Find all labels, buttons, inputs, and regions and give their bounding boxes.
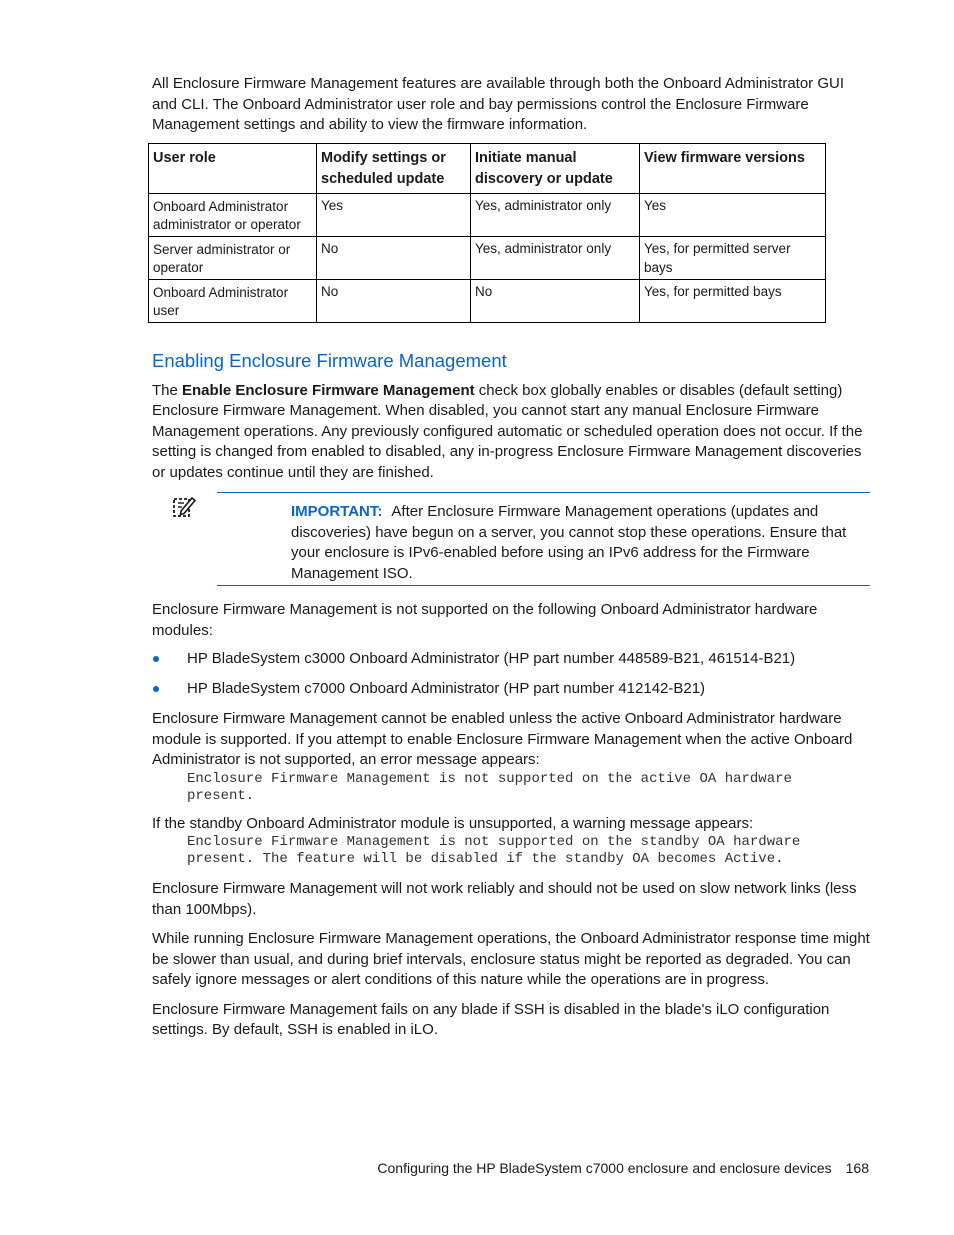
table-cell: Yes: [640, 193, 826, 236]
important-label: IMPORTANT:: [291, 503, 383, 520]
table-cell: No: [317, 279, 471, 322]
warning-message-code: Enclosure Firmware Management is not supported on the standby OA hardware present. The feature will be disabled if the standby OA becomes Active.: [187, 834, 801, 867]
divider: [217, 585, 870, 586]
table-cell: Onboard Administrator user: [149, 279, 317, 322]
column-header: View firmware versions: [640, 143, 826, 193]
enable-prefix: The: [152, 381, 183, 399]
page-number: 168: [845, 1160, 869, 1176]
table-cell: Onboard Administrator administrator or operator: [149, 193, 317, 236]
table-row: [149, 193, 826, 236]
footer-text: Configuring the HP BladeSystem c7000 enclosure and enclosure devices: [377, 1160, 832, 1176]
table-cell: No: [471, 279, 640, 322]
list-item: [152, 679, 870, 700]
important-text-block: [291, 502, 863, 584]
divider: [217, 492, 870, 493]
table-cell: Yes: [317, 193, 471, 236]
list-item: [152, 649, 870, 670]
table-cell: Yes, for permitted server bays: [640, 236, 826, 279]
enable-suffix: check box globally enables or disables (default setting) Enclosure Firmware Management. When disabled, you cannot start any manual Enclosure Firmware Management operations. Any previously configured automatic or scheduled operation does not occur. If the setting is changed from enabled to disabled, any in-progress Enclosure Firmware Management discoveries or updates continue until they are finished.: [152, 381, 863, 481]
response-paragraph: While running Enclosure Firmware Management operations, the Onboard Administrator response time might be slower than usual, and during brief intervals, enclosure status might be reported as degraded. You can safely ignore messages or alert conditions of this nature while the operations are in progress.: [152, 930, 870, 988]
table-row: [149, 236, 826, 279]
list-item-text: HP BladeSystem c3000 Onboard Administrator (HP part number 448589-B21, 461514-B21): [187, 650, 796, 667]
note-pencil-icon: [172, 495, 196, 519]
table-cell: Server administrator or operator: [149, 236, 317, 279]
column-header: Modify settings or scheduled update: [317, 143, 471, 193]
not-supported-paragraph: Enclosure Firmware Management is not supported on the following Onboard Administrator hardware modules:: [152, 601, 818, 639]
error-message-code: Enclosure Firmware Management is not supported on the active OA hardware present.: [187, 770, 792, 804]
bullet-icon: [153, 656, 159, 662]
enable-paragraph: [152, 381, 870, 484]
table-cell: No: [317, 236, 471, 279]
section-heading: Enabling Enclosure Firmware Management: [152, 349, 507, 371]
intro-paragraph: All Enclosure Firmware Management features are available through both the Onboard Administrator GUI and CLI. The Onboard Administrator user role and bay permissions control the Enclosure Firmware Management settings and ability to view the firmware information.: [152, 75, 845, 133]
cannot-enable-paragraph: Enclosure Firmware Management cannot be enabled unless the active Onboard Administrator hardware module is supported. If you attempt to enable Enclosure Firmware Management when the active Onboard Administrator is not supported, an error message appears:: [152, 710, 853, 768]
table-row: [149, 279, 826, 322]
permissions-table: [148, 143, 826, 323]
standby-paragraph: If the standby Onboard Administrator module is unsupported, a warning message appears:: [152, 814, 754, 832]
enable-checkbox-name: Enable Enclosure Firmware Management: [182, 381, 475, 399]
page-content: [152, 74, 870, 1041]
network-paragraph: Enclosure Firmware Management will not work reliably and should not be used on slow network links (less than 100Mbps).: [152, 880, 857, 918]
important-notice: [152, 489, 870, 585]
column-header: User role: [149, 143, 317, 193]
column-header: Initiate manual discovery or update: [471, 143, 640, 193]
unsupported-modules-list: [152, 649, 870, 699]
important-text: After Enclosure Firmware Management operations (updates and discoveries) have begun on a server, you cannot stop these operations. Ensure that your enclosure is IPv6-enabled before using an IPv6 address for the Firmware Management ISO.: [291, 503, 847, 582]
table-cell: Yes, for permitted bays: [640, 279, 826, 322]
table-cell: Yes, administrator only: [471, 193, 640, 236]
page-footer: [377, 1158, 869, 1178]
bullet-icon: [153, 686, 159, 692]
ssh-paragraph: Enclosure Firmware Management fails on any blade if SSH is disabled in the blade's iLO configuration settings. By default, SSH is enabled in iLO.: [152, 1000, 830, 1038]
table-cell: Yes, administrator only: [471, 236, 640, 279]
table-header-row: [149, 143, 826, 193]
list-item-text: HP BladeSystem c7000 Onboard Administrator (HP part number 412142-B21): [187, 679, 706, 697]
